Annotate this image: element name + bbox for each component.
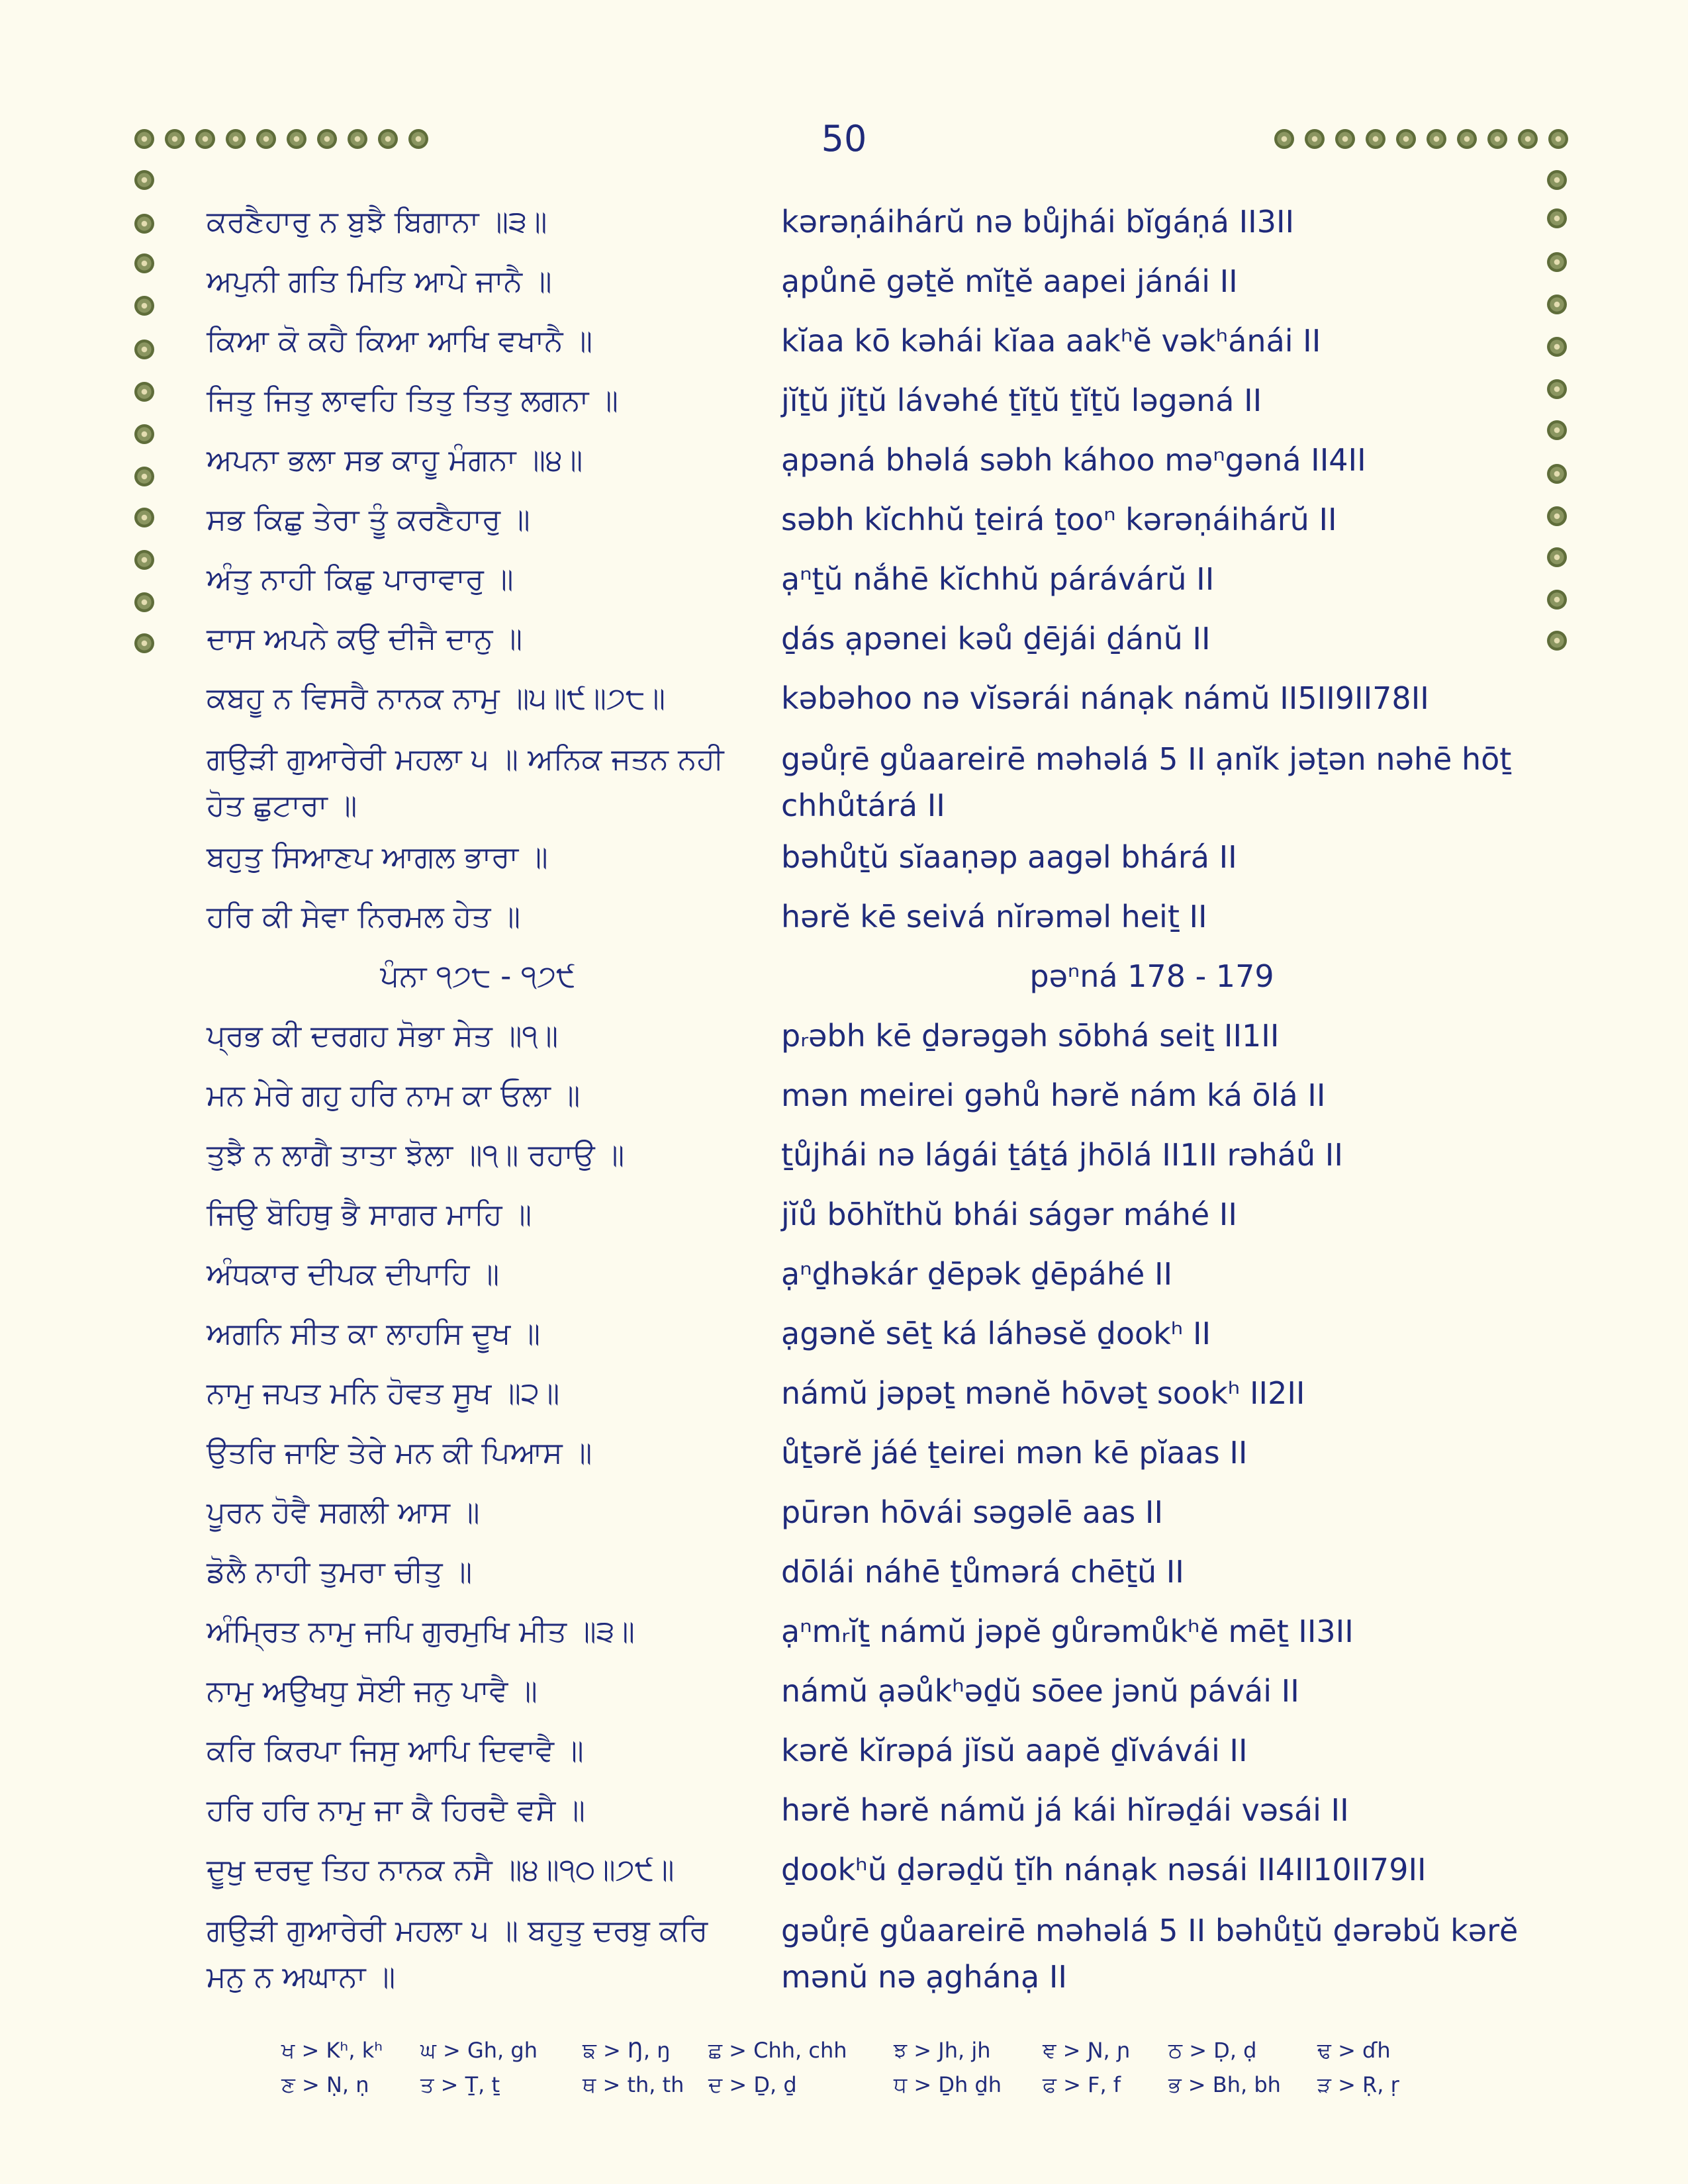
- gurmukhi-text: ਕਰਿ ਕਿਰਪਾ ਜਿਸੁ ਆਪਿ ਦਿਵਾਵੈ ॥: [207, 1733, 584, 1768]
- transliteration-text: ḏookʰŭ ḏərəḏŭ ṯĭh nánạk nəsái II4II10II79II: [781, 1852, 1427, 1888]
- verse-line: [0, 1430, 1688, 1489]
- gurmukhi-text: ਬਹੁਤੁ ਸਿਆਣਪ ਆਗਲ ਭਾਰਾ ॥: [207, 839, 548, 874]
- flower-ornament-icon: [348, 129, 367, 149]
- gurmukhi-text: ਕਰਣੈਹਾਰੁ ਨ ਬੁਝੈ ਬਿਗਾਨਾ ॥੩॥: [207, 204, 547, 239]
- gurmukhi-text: ਤੁਝੈ ਨ ਲਾਗੈ ਤਾਤਾ ਝੋਲਾ ॥੧॥ ਰਹਾਉ ॥: [207, 1137, 625, 1172]
- transliteration-text: pəⁿná 178 - 179: [1029, 958, 1274, 994]
- gurmukhi-text: ਅਪਨਾ ਭਲਾ ਸਭ ਕਾਹੂ ਮੰਗਨਾ ॥੪॥: [207, 442, 583, 477]
- gurmukhi-text: ਉਤਰਿ ਜਾਇ ਤੇਰੇ ਮਨ ਕੀ ਪਿਆਸ ॥: [207, 1435, 592, 1470]
- flower-ornament-icon: [1518, 129, 1538, 149]
- gurmukhi-text: ਕਬਹੂ ਨ ਵਿਸਰੈ ਨਾਨਕ ਨਾਮੁ ॥੫॥੯॥੭੮॥: [207, 680, 666, 715]
- verse-line: [0, 893, 1688, 953]
- transliteration-text: kərĕ kĭrəpá jĭsŭ aapĕ ḏĭvávái II: [781, 1733, 1248, 1768]
- verse-line: [0, 1072, 1688, 1132]
- gurmukhi-text: ਅਪੁਨੀ ਗਤਿ ਮਿਤਿ ਆਪੇ ਜਾਨੈ ॥: [207, 263, 552, 298]
- transliteration-text: bəhůṯŭ sĭaaṇəp aagəl bhárá II: [781, 839, 1237, 875]
- legend-item: ਠ > Ḍ, ḍ: [1168, 2038, 1257, 2063]
- transliteration-text: ůṯərĕ jáé ṯeirei mən kē pĭaas II: [781, 1435, 1248, 1471]
- gurmukhi-text: ਅੰਤੁ ਨਾਹੀ ਕਿਛੁ ਪਾਰਾਵਾਰੁ ॥: [207, 561, 514, 596]
- verse-line: [0, 675, 1688, 735]
- flower-ornament-icon: [134, 170, 154, 190]
- transliteration-text: hərĕ hərĕ námŭ já kái hĭrəḏái vəsái II: [781, 1792, 1349, 1828]
- verse-line: [0, 1191, 1688, 1251]
- gurmukhi-text: ਪੂਰਨ ਹੋਵੈ ਸਗਲੀ ਆਸ ॥: [207, 1494, 480, 1529]
- transliteration-text: ạgənĕ sēṯ ká láhəsĕ ḏookʰ II: [781, 1316, 1211, 1351]
- verse-line: [0, 1310, 1688, 1370]
- flower-ornament-icon: [378, 129, 398, 149]
- flower-ornament-icon: [408, 129, 428, 149]
- transliteration-text: ạpůnē gəṯĕ mĭṯĕ aapei jánái II: [781, 263, 1238, 299]
- verse-line: [0, 1668, 1688, 1727]
- flower-ornament-icon: [1396, 129, 1416, 149]
- transliteration-text: pᵣəbh kē ḏərəgəh sōbhá seiṯ II1II: [781, 1018, 1280, 1054]
- legend-item: ਞ > Ɲ, ɲ: [1043, 2038, 1131, 2063]
- verse-line: [0, 1370, 1688, 1430]
- verse-line: [0, 437, 1688, 496]
- legend-row: [281, 2068, 1539, 2102]
- verse-line: [0, 556, 1688, 615]
- gurmukhi-text: ਗਉੜੀ ਗੁਆਰੇਰੀ ਮਹਲਾ ੫ ॥ ਬਹੁਤੁ ਦਰਬੁ ਕਰਿ ਮਨੁ ਨ ਅਘਾਨਾ ॥: [207, 1913, 708, 1994]
- gurmukhi-text: ਅਗਨਿ ਸੀਤ ਕਾ ਲਾਹਸਿ ਦੂਖ ॥: [207, 1316, 541, 1351]
- gurmukhi-text: ਪ੍ਰਭ ਕੀ ਦਰਗਹ ਸੋਭਾ ਸੇਤ ॥੧॥: [207, 1018, 559, 1053]
- legend-item: ਫ > F, f: [1043, 2072, 1121, 2097]
- page-reference-heading: [0, 953, 1688, 1013]
- verse-line: [0, 258, 1688, 318]
- gurmukhi-text: ਜਿਤੁ ਜਿਤੁ ਲਾਵਹਿ ਤਿਤੁ ਤਿਤੁ ਲਗਨਾ ॥: [207, 383, 619, 418]
- verse-line: [0, 1013, 1688, 1072]
- verse-line: [0, 736, 1688, 823]
- transliteration-text: kərəṇáihárŭ nə bůjhái bĭgáṇá II3II: [781, 204, 1295, 240]
- transliteration-text: ạⁿṯŭ nắhē kĭchhŭ párávárŭ II: [781, 561, 1215, 597]
- verse-line: [0, 615, 1688, 675]
- flower-ornament-icon: [287, 129, 306, 149]
- transliteration-text: kəbəhoo nə vĭsərái nánạk námŭ II5II9II78II: [781, 680, 1429, 716]
- verse-line: [0, 496, 1688, 556]
- verse-line: [0, 1251, 1688, 1310]
- verse-line: [0, 1787, 1688, 1846]
- legend-item: ਘ > Gh, gh: [420, 2038, 538, 2063]
- transliteration-text: jĭṯŭ jĭṯŭ lávəhé ṯĭṯŭ ṯĭṯŭ ləgəná II: [781, 383, 1262, 418]
- page-number: 50: [821, 118, 867, 159]
- transliteration-text: ṯůjhái nə lágái ṯáṯá jhōlá II1II rəháů II: [781, 1137, 1343, 1173]
- gurmukhi-text: ਹਰਿ ਕੀ ਸੇਵਾ ਨਿਰਮਲ ਹੇਤ ॥: [207, 899, 521, 934]
- gurmukhi-text: ਸਭ ਕਿਛੁ ਤੇਰਾ ਤੂੰ ਕਰਣੈਹਾਰੁ ॥: [207, 502, 530, 537]
- legend-item: ੜ > Ṛ, ṛ: [1317, 2072, 1399, 2097]
- flower-ornament-icon: [1457, 129, 1477, 149]
- flower-ornament-icon: [1548, 129, 1568, 149]
- flower-ornament-icon: [1366, 129, 1385, 149]
- legend-item: ਖ > Kʰ, kʰ: [281, 2038, 383, 2063]
- verse-line: [0, 199, 1688, 258]
- transliteration-text: mən meirei gəhů hərĕ nám ká ōlá II: [781, 1077, 1326, 1113]
- transliteration-text: pūrən hōvái səgəlē aas II: [781, 1494, 1164, 1530]
- transliteration-text: dōlái náhē ṯůmərá chēṯŭ II: [781, 1554, 1184, 1590]
- transliteration-legend: [281, 2033, 1539, 2102]
- gurmukhi-text: ਮਨ ਮੇਰੇ ਗਹੁ ਹਰਿ ਨਾਮ ਕਾ ਓਲਾ ॥: [207, 1077, 581, 1113]
- gurmukhi-text: ਕਿਆ ਕੋ ਕਹੈ ਕਿਆ ਆਖਿ ਵਖਾਨੈ ॥: [207, 323, 593, 358]
- legend-item: ਣ > Ṇ, ṇ: [281, 2072, 369, 2097]
- gurmukhi-text: ਗਉੜੀ ਗੁਆਰੇਰੀ ਮਹਲਾ ੫ ॥ ਅਨਿਕ ਜਤਨ ਨਹੀ ਹੋਤ ਛੁਟਾਰਾ ॥: [207, 741, 724, 823]
- verse-line: [0, 1549, 1688, 1608]
- flower-ornament-icon: [165, 129, 185, 149]
- flower-ornament-icon: [256, 129, 276, 149]
- gurmukhi-text: ਜਿਉ ਬੋਹਿਥੁ ਭੈ ਸਾਗਰ ਮਾਹਿ ॥: [207, 1197, 532, 1232]
- legend-item: ਢ > ɗh: [1317, 2038, 1391, 2063]
- flower-ornament-icon: [1335, 129, 1355, 149]
- transliteration-text: gəůṛē gůaareirē məhəlá 5 II bəhůṯŭ ḏərəbŭ kərĕ mənŭ nə ạghánạ II: [781, 1913, 1519, 1995]
- flower-ornament-icon: [1547, 170, 1567, 190]
- flower-ornament-icon: [195, 129, 215, 149]
- transliteration-text: gəůṛē gůaareirē məhəlá 5 II ạnĭk jəṯən nəhē hōṯ chhůtárá II: [781, 741, 1512, 823]
- transliteration-text: ḏás ạpənei kəů ḏējái ḏánŭ II: [781, 621, 1211, 657]
- verse-line: [0, 318, 1688, 377]
- transliteration-text: ạpəná bhəlá səbh káhoo məⁿgəná II4II: [781, 442, 1366, 478]
- transliteration-text: səbh kĭchhŭ ṯeirá ṯooⁿ kərəṇáihárŭ II: [781, 502, 1337, 537]
- verse-line: [0, 1907, 1688, 1995]
- flower-ornament-icon: [134, 129, 154, 149]
- flower-ornament-icon: [1305, 129, 1325, 149]
- flower-ornament-icon: [226, 129, 246, 149]
- gurmukhi-text: ਨਾਮੁ ਅਉਖਧੁ ਸੋਈ ਜਨੁ ਪਾਵੈ ॥: [207, 1673, 538, 1708]
- legend-item: ਧ > Ḏh ḏh: [894, 2072, 1002, 2097]
- flower-ornament-icon: [1274, 129, 1294, 149]
- transliteration-text: hərĕ kē seivá nĭrəməl heiṯ II: [781, 899, 1207, 934]
- transliteration-text: kĭaa kō kəhái kĭaa aakʰĕ vəkʰánái II: [781, 323, 1321, 359]
- gurmukhi-text: ਦੂਖੁ ਦਰਦੁ ਤਿਹ ਨਾਨਕ ਨਸੈ ॥੪॥੧੦॥੭੯॥: [207, 1852, 675, 1887]
- transliteration-text: ạⁿḏhəkár ḏēpək ḏēpáhé II: [781, 1256, 1173, 1292]
- transliteration-text: námŭ ạəůkʰəḏŭ sōee jənŭ pávái II: [781, 1673, 1299, 1709]
- transliteration-text: ạⁿmᵣĭṯ námŭ jəpĕ gůrəmůkʰĕ mēṯ II3II: [781, 1614, 1354, 1649]
- flower-ornament-icon: [1427, 129, 1446, 149]
- verse-line: [0, 1608, 1688, 1668]
- flower-ornament-icon: [1487, 129, 1507, 149]
- legend-item: ਛ > Chh, chh: [708, 2038, 847, 2063]
- legend-item: ਝ > Jh, jh: [894, 2038, 991, 2063]
- gurmukhi-text: ਅੰਧਕਾਰ ਦੀਪਕ ਦੀਪਾਹਿ ॥: [207, 1256, 500, 1291]
- gurmukhi-text: ਦਾਸ ਅਪਨੇ ਕਉ ਦੀਜੈ ਦਾਨੁ ॥: [207, 621, 523, 656]
- legend-row: [281, 2033, 1539, 2068]
- gurmukhi-text: ਪੰਨਾ ੧੭੮ - ੧੭੯: [380, 958, 576, 993]
- verse-line: [0, 1846, 1688, 1906]
- verse-line: [0, 1727, 1688, 1787]
- transliteration-text: námŭ jəpəṯ mənĕ hōvəṯ sookʰ II2II: [781, 1375, 1305, 1411]
- gurmukhi-text: ਡੋਲੈ ਨਾਹੀ ਤੁਮਰਾ ਚੀਤੁ ॥: [207, 1554, 473, 1589]
- legend-item: ਦ > Ḏ, ḏ: [708, 2072, 797, 2097]
- legend-item: ਙ > Ŋ, ŋ: [583, 2038, 671, 2063]
- verse-line: [0, 1489, 1688, 1549]
- verse-line: [0, 377, 1688, 437]
- gurmukhi-text: ਅੰਮ੍ਰਿਤ ਨਾਮੁ ਜਪਿ ਗੁਰਮੁਖਿ ਮੀਤ ॥੩॥: [207, 1614, 635, 1649]
- transliteration-text: jĭů bōhĭthŭ bhái ságər máhé II: [781, 1197, 1237, 1232]
- gurmukhi-text: ਨਾਮੁ ਜਪਤ ਮਨਿ ਹੋਵਤ ਸੂਖ ॥੨॥: [207, 1375, 560, 1410]
- verse-line: [0, 834, 1688, 893]
- verse-line: [0, 1132, 1688, 1191]
- legend-item: ਤ > Ṯ, ṯ: [420, 2072, 500, 2097]
- gurmukhi-text: ਹਰਿ ਹਰਿ ਨਾਮੁ ਜਾ ਕੈ ਹਿਰਦੈ ਵਸੈ ॥: [207, 1792, 586, 1827]
- legend-item: ਥ > th, th: [583, 2072, 684, 2097]
- flower-ornament-icon: [317, 129, 337, 149]
- legend-item: ਭ > Bh, bh: [1168, 2072, 1281, 2097]
